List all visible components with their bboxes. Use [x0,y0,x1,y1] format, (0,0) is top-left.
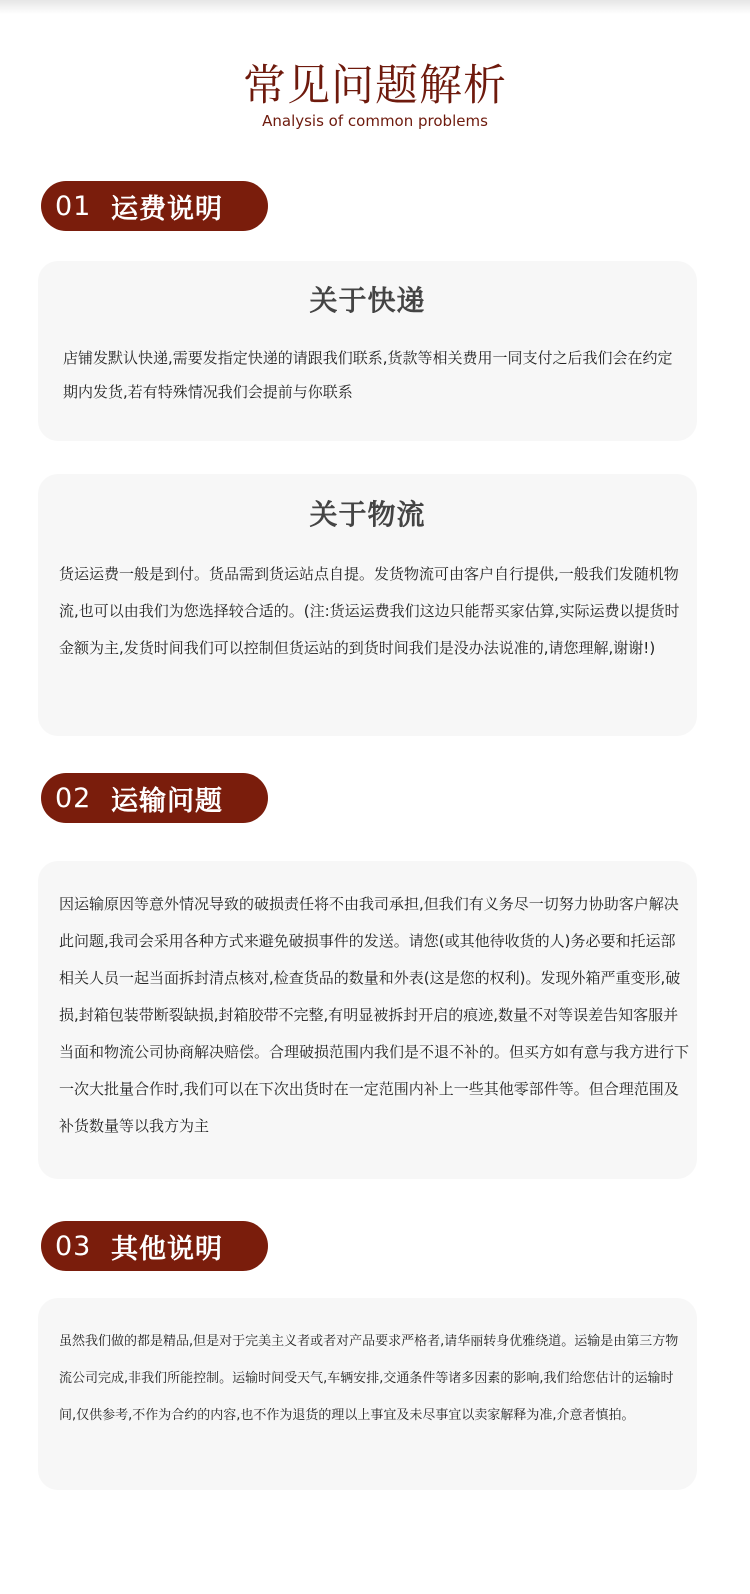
section-title: 运费说明 [111,193,223,225]
section-header-shipping-fee [41,181,268,231]
page-title: 常见问题解析 [243,61,507,111]
card-text: 因运输原因等意外情况导致的破损责任将不由我司承担,但我们有义务尽一切努力协助客户解决此问题,我司会采用各种方式来避免破损事件的发送。请您(或其他待收货的人)务必要和托运部相关人员一起当面拆封清点核对,检查货品的数量和外表(这是您的权利)。发现外箱严重变形,破损,封箱包装带断裂缺损,封箱胶带不完整,有明显被拆封开启的痕迹,数量不对等误差告知客服并当面和物流公司协商解决赔偿。合理破损范围内我们是不退不补的。但买方如有意与我方进行下一次大批量合作时,我们可以在下次出货时在一定范围内补上一些其他零部件等。但合理范围及补货数量等以我方为主 [59,895,690,1135]
card-text: 店铺发默认快递,需要发指定快递的请跟我们联系,货款等相关费用一同支付之后我们会在约定期内发货,若有特殊情况我们会提前与你联系 [63,349,673,401]
card-text: 货运运费一般是到付。货品需到货运站点自提。发货物流可由客户自行提供,一般我们发随机物流,也可以由我们为您选择较合适的。(注:货运运费我们这边只能帮买家估算,实际运费以提货时金额为主,发货时间我们可以控制但货运站的到货时间我们是没办法说准的,请您理解,谢谢!) [59,565,680,657]
card-title: 关于物流 [309,498,426,531]
section-header-other-notes [41,1221,268,1271]
section-number: 03 [55,1230,92,1262]
top-shadow [0,0,750,14]
section-number: 02 [55,782,92,814]
section-number: 01 [55,190,92,222]
card-logistics [38,474,697,736]
section-header-transport-issues [41,773,268,823]
page-subtitle: Analysis of common problems [262,112,488,130]
card-title: 关于快递 [309,284,426,317]
card-transport-damage [38,861,697,1179]
card-text: 虽然我们做的都是精品,但是对于完美主义者或者对产品要求严格者,请华丽转身优雅绕道。运输是由第三方物流公司完成,非我们所能控制。运输时间受天气,车辆安排,交通条件等诸多因素的影响,我们给您估计的运输时间,仅供参考,不作为合约的内容,也不作为退货的理以上事宜及未尽事宜以卖家解释为准,介意者慎拍。 [59,1334,679,1423]
section-title: 运输问题 [111,785,223,817]
section-title: 其他说明 [111,1233,223,1265]
card-express [38,261,697,441]
card-other-notes [38,1298,697,1490]
